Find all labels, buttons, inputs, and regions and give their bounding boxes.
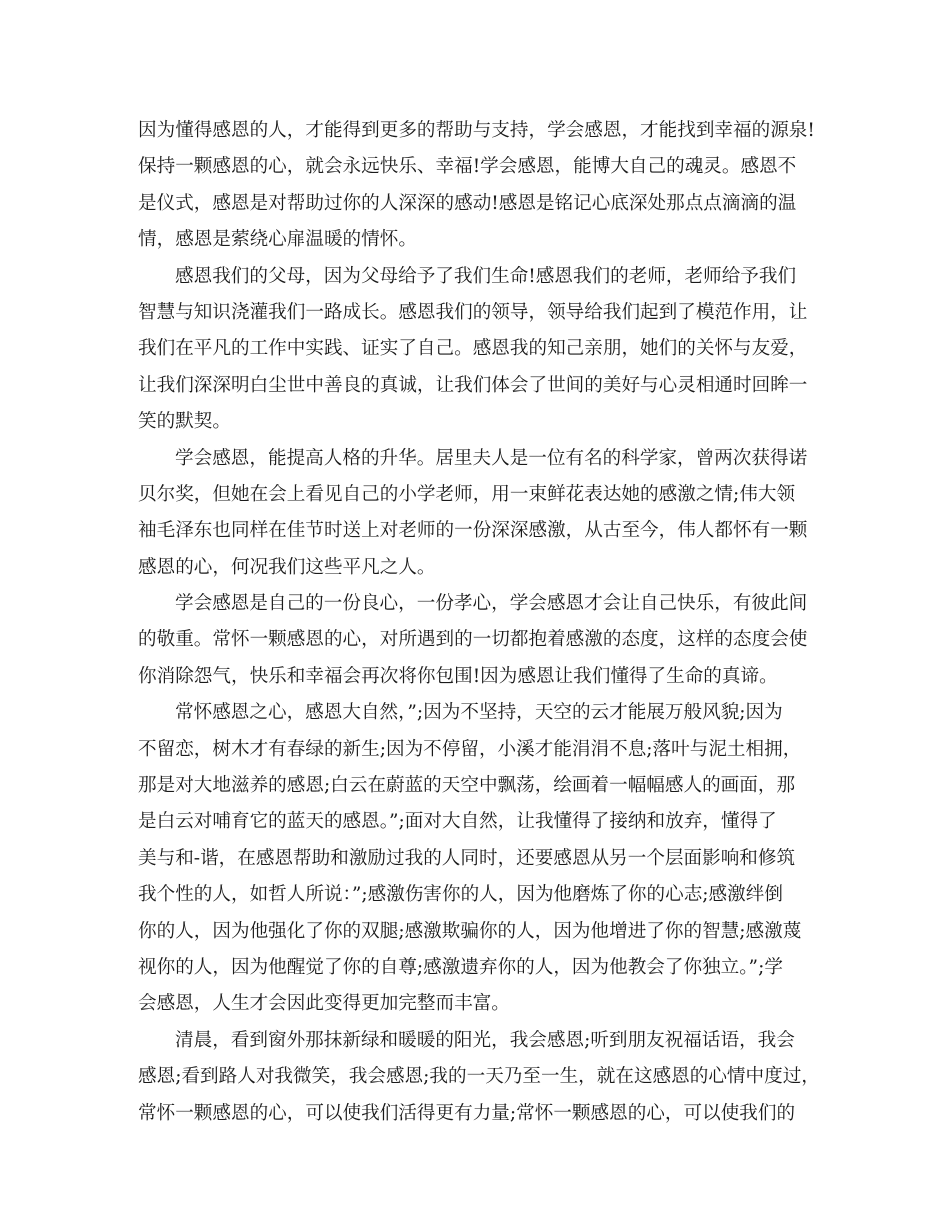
text-line: 让我们深深明白尘世中善良的真诚，让我们体会了世间的美好与心灵相通时回眸一 [138,374,808,396]
text-line: 常怀一颗感恩的心，可以使我们活得更有力量;常怀一颗感恩的心，可以使我们的 [138,1102,796,1124]
paragraph-first-line: 常怀感恩之心，感恩大自然，”;因为不坚持，天空的云才能展万般风貌;因为 [175,702,783,724]
text-line: 会感恩，人生才会因此变得更加完整而丰富。 [138,993,510,1015]
paragraph-first-line: 感恩我们的父母，因为父母给予了我们生命!感恩我们的老师，老师给予我们 [175,265,797,287]
text-line: 不留恋，树木才有春绿的新生;因为不停留，小溪才能涓涓不息;落叶与泥土相拥， [138,738,802,760]
text-line: 情，感恩是萦绕心扉温暖的情怀。 [138,229,417,251]
document-body [138,113,828,1132]
text-line: 的敬重。常怀一颗感恩的心，对所遇到的一切都抱着感激的态度，这样的态度会使 [138,629,808,651]
paragraph-first-line: 学会感恩，能提高人格的升华。居里夫人是一位有名的科学家，曾两次获得诺 [175,447,808,469]
paragraph-first-line: 学会感恩是自己的一份良心，一份孝心，学会感恩才会让自己快乐，有彼此间 [175,593,808,615]
text-line: 笑的默契。 [138,411,231,433]
text-line: 保持一颗感恩的心，就会永远快乐、幸福!学会感恩，能博大自己的魂灵。感恩不 [138,156,797,178]
text-line: 因为懂得感恩的人，才能得到更多的帮助与支持，学会感恩，才能找到幸福的源泉! [138,120,815,141]
text-line: 视你的人，因为他醒觉了你的自尊;感激遗弃你的人，因为他教会了你独立。”;学 [138,956,783,978]
text-line: 我们在平凡的工作中实践、证实了自己。感恩我的知己亲朋，她们的关怀与友爱， [138,338,808,360]
paragraph-first-line: 清晨，看到窗外那抹新绿和暖暖的阳光，我会感恩;听到朋友祝福话语，我会 [175,1029,795,1051]
text-line: 智慧与知识浇灌我们一路成长。感恩我们的领导，领导给我们起到了模范作用，让 [138,301,808,323]
text-line: 我个性的人，如哲人所说：”;感激伤害你的人，因为他磨炼了你的心志;感激绊倒 [138,884,783,906]
text-line: 感恩;看到路人对我微笑，我会感恩;我的一天乃至一生，就在这感恩的心情中度过， [138,1066,820,1088]
text-line: 你的人，因为他强化了你的双腿;感激欺骗你的人，因为他增进了你的智慧;感激蔑 [138,920,802,942]
text-line: 袖毛泽东也同样在佳节时送上对老师的一份深深感激，从古至今，伟人都怀有一颗 [138,520,808,542]
text-line: 是白云对哺育它的蓝天的感恩。”;面对大自然，让我懂得了接纳和放弃，懂得了 [138,811,777,833]
text-line: 感恩的心，何况我们这些平凡之人。 [138,556,436,578]
text-line: 是仪式，感恩是对帮助过你的人深深的感动!感恩是铭记心底深处那点点滴滴的温 [138,192,797,214]
text-line: 美与和-谐，在感恩帮助和激励过我的人同时，还要感恩从另一个层面影响和修筑 [138,847,796,869]
text-line: 贝尔奖，但她在会上看见自己的小学老师，用一束鲜花表达她的感激之情;伟大领 [138,483,796,505]
text-line: 那是对大地滋养的感恩;白云在蔚蓝的天空中飘荡，绘画着一幅幅感人的画面，那 [138,775,796,797]
text-line: 你消除怨气，快乐和幸福会再次将你包围!因为感恩让我们懂得了生命的真谛。 [138,665,778,687]
